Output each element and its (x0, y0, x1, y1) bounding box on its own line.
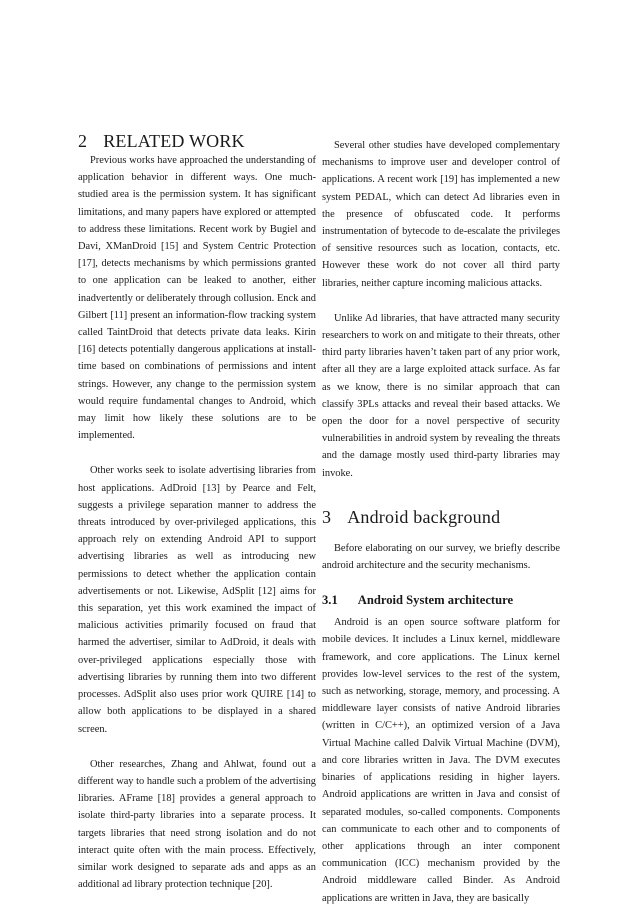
subsection-number: 3.1 (322, 593, 338, 608)
right-column (322, 137, 560, 907)
paragraph-system-architecture: Android is an open source software platform for mobile devices. It includes a Linux kernel, middleware framework, and core applications. The Linux kernel provides low-level services to the rest of the system, such as networking, storage, memory, and processing. A middleware layer consists of native Android libraries (written in C/C++), an optimized version of a Java Virtual Machine called Dalvik Virtual Machine (DVM), and core libraries written in Java. The DVM executes binaries of applications residing in higher layers. Android applications are written in Java and consist of separated modules, so-called components. Components can communicate to each other and to components of other applications through an inter component communication (ICC) mechanism provided by the Android middleware called Binder. As Android applications are written in Java, they are basically (322, 617, 560, 904)
paragraph-complementary-mechanisms: Several other studies have developed complementary mechanisms to improve user and developer control of applications. A recent work [19] has implemented a new system PEDAL, which can detect Ad libraries even in the presence of obfuscated code. It performs instrumentation of bytecode to de-escalate the privileges of sensitive resources such as location, contacts, etc. However these work do not cover all third party libraries, neither capture incoming malicious attacks. (322, 140, 560, 289)
section-title: RELATED WORK (103, 131, 245, 151)
section-title: Android background (347, 506, 501, 527)
left-column (78, 130, 316, 893)
subsection-title: Android System architecture (357, 593, 514, 608)
section-heading-android-background (322, 506, 560, 528)
paragraph-permission-system: Previous works have approached the understanding of application behavior in different ways. One much-studied area is the permission system. It has significant limitations, and many papers have explored or attempted to address these limitations. Recent work by Bugiel and Davi, XManDroid [15] and System Centric Protection [17], detects mechanisms by which permissions granted to one application can be leaked to another, either inadvertently or deliberately through collusion. Enck and Gilbert [11] present an information-flow tracking system called TaintDroid that detects private data leaks. Kirin [16] detects potentially dangerous applications at install-time based on combinations of permissions and intent strings. However, any change to the permission system would require fundamental changes to Android, which may limit how likely these solutions are to be implemented. (78, 155, 316, 442)
subsection-heading-system-architecture (322, 592, 560, 608)
section-heading-related-work (78, 130, 316, 152)
section-number: 3 (322, 506, 332, 527)
paragraph-third-party-libraries: Unlike Ad libraries, that have attracted many security researchers to work on and mitigate to their threats, other third party libraries haven’t taken part of any prior work, after all they are a large exploited attack surface. As far as we know, there is no similar approach that can classify 3PLs attacks and reveal their based attacks. We open the door for a novel perspective of security vulnerabilities in android system by revealing the threats and the damage mostly used third-party libraries may invoke. (322, 312, 560, 479)
paragraph-ad-isolation: Other works seek to isolate advertising libraries from host applications. AdDroid [13] by Pearce and Felt, suggests a privilege separation manner to address the threats introduced by over-privileged applications, this approach rely on extending Android API to support advertising libraries as well as introducing new permissions to detect whether the application contain advertisements or not. Likewise, AdSplit [12] aims for this separation, yet this work examined the impact of malicious activities primarily focused on fraud that harmed the advertiser, similar to AdDroid, it deals with over-privileged applications especially those with advertising libraries by running them into two different processes. AdSplit also uses prior work QUIRE [14] to allow both applications to be displayed in a shared screen. (78, 465, 316, 735)
paragraph-aframe: Other researches, Zhang and Ahlwat, found out a different way to handle such a problem of the advertising libraries. AFrame [18] provides a general approach to isolate third-party libraries into a separate process. It targets libraries that need strong isolation and do not interact quite often with the main process. Effectively, similar work designed to separate ads and apps as an additional ad library protection technique [20]. (78, 758, 316, 891)
section-number: 2 (78, 131, 88, 151)
paragraph-section-intro: Before elaborating on our survey, we briefly describe android architecture and the security mechanisms. (322, 542, 560, 572)
